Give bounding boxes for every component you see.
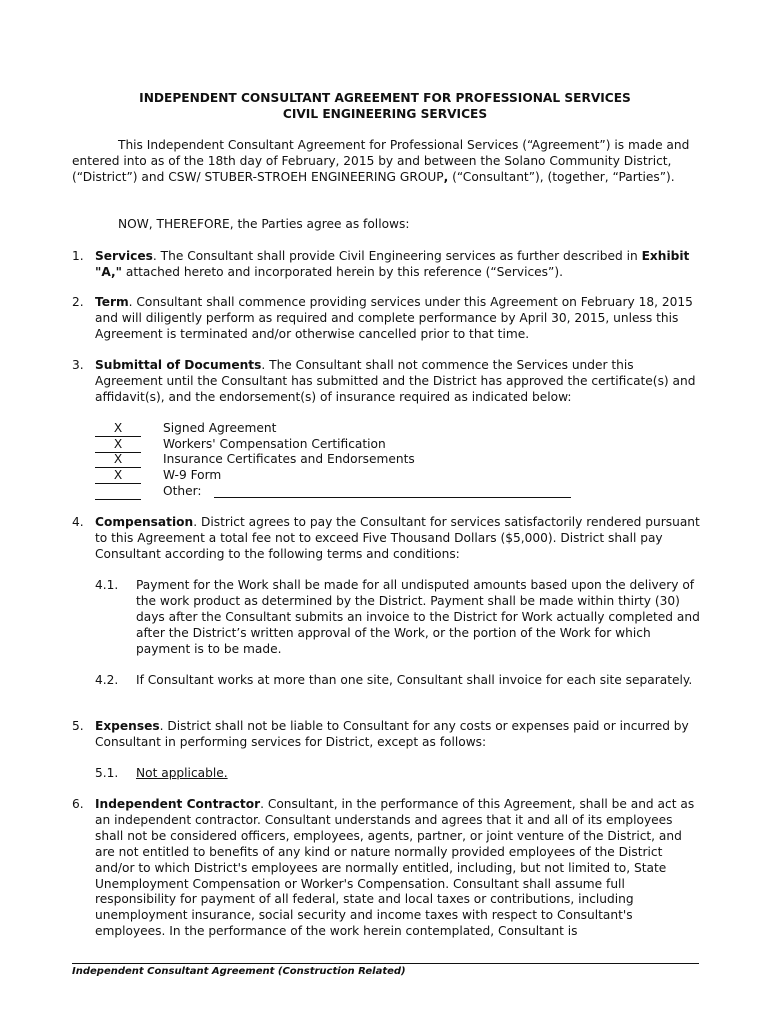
footer-text: Independent Consultant Agreement (Construction Related) (72, 966, 406, 977)
document-title: INDEPENDENT CONSULTANT AGREEMENT FOR PROFESSIONAL SERVICES (139, 91, 631, 105)
section-expenses: Expenses. District shall not be liable to Consultant for any costs or expenses paid or incurred by Consultant in performing services for District, except as follows: (95, 719, 689, 749)
section-heading: Independent Contractor (95, 797, 261, 811)
subsection-number: 5.1. (95, 766, 119, 780)
other-blank-line (214, 482, 571, 498)
subsection-payment: Payment for the Work shall be made for all undisputed amounts based upon the delivery of the work product as determined by the District. Payment shall be made within thirty (30) days after the Consultant submits an invoice to the District for Work actually completed and after the District’s written approval of the Work, or the portion of the Work for which payment is to be made. (136, 578, 700, 656)
checklist-label: Insurance Certificates and Endorsements (163, 452, 415, 466)
checklist-label: W-9 Form (163, 468, 222, 482)
section-independent-contractor: Independent Contractor. Consultant, in the performance of this Agreement, shall be and act as an independent contractor. Consultant understands and agrees that it and all of its employees shall not be considered officers, employees, agents, partner, or joint venture of the District, and are not entitled to benefits of any kind or nature normally provided employees of the District and/or to which District's employees are normally entitled, including, but not limited to, State Unemployment Compensation or Worker's Compensation. Consultant shall assume full responsibility for payment of all federal, state and local taxes or contributions, including unemployment insurance, social security and income taxes with respect to Consultant's employees. In the performance of the work herein contemplated, Consultant is (95, 797, 695, 939)
section-heading: Compensation (95, 515, 194, 529)
subsection-not-applicable: Not applicable. (136, 766, 228, 780)
exhibit-reference: Exhibit "A," (95, 249, 690, 279)
section-number: 2. (72, 295, 84, 309)
intro-paragraph: This Independent Consultant Agreement for Professional Services (“Agreement”) is made and entered into as of the 18th day of February, 2015 by and between the Solano Community District, (“District”) and CSW/ STUBER-STROEH ENGINEERING GROUP, (“Consultant”), (together, “Parties”). (72, 138, 690, 184)
intro-agree-line: NOW, THEREFORE, the Parties agree as follows: (118, 217, 410, 231)
section-heading: Submittal of Documents (95, 358, 262, 372)
section-number: 3. (72, 358, 84, 372)
section-number: 6. (72, 797, 84, 811)
checklist-mark: X (95, 421, 141, 437)
section-compensation: Compensation. District agrees to pay the Consultant for services satisfactorily rendered pursuant to this Agreement a total fee not to exceed Five Thousand Dollars ($5,000). District shall pay Consultant according to the following terms and conditions: (95, 515, 700, 561)
subsection-number: 4.2. (95, 673, 119, 687)
checklist-label: Workers' Compensation Certification (163, 437, 386, 451)
section-submittal: Submittal of Documents. The Consultant shall not commence the Services under this Agreement until the Consultant has submitted and the District has approved the certificate(s) and affidavit(s), and the endorsement(s) of insurance required as indicated below: (95, 358, 696, 404)
document-subtitle: CIVIL ENGINEERING SERVICES (282, 107, 488, 121)
subsection-invoice: If Consultant works at more than one site, Consultant shall invoice for each site separately. (136, 673, 693, 687)
checklist-label: Signed Agreement (163, 421, 277, 435)
section-number: 1. (72, 249, 84, 263)
section-services: Services. The Consultant shall provide Civil Engineering services as further described in Exhibit "A," attached hereto and incorporated herein by this reference (“Services”). (95, 249, 690, 279)
section-number: 4. (72, 515, 84, 529)
checklist-mark: X (95, 437, 141, 453)
section-term: Term. Consultant shall commence providing services under this Agreement on February 18, 2015 and will diligently perform as required and complete performance by April 30, 2015, unless this Agreement is terminated and/or otherwise cancelled prior to that time. (95, 295, 693, 341)
checklist-mark: X (95, 452, 141, 468)
section-heading: Services (95, 249, 153, 263)
checklist-mark: X (95, 468, 141, 484)
section-number: 5. (72, 719, 84, 733)
subsection-number: 4.1. (95, 578, 119, 592)
checklist-mark (95, 484, 141, 500)
checklist-label: Other: (163, 484, 202, 498)
section-heading: Term (95, 295, 129, 309)
section-heading: Expenses (95, 719, 160, 733)
